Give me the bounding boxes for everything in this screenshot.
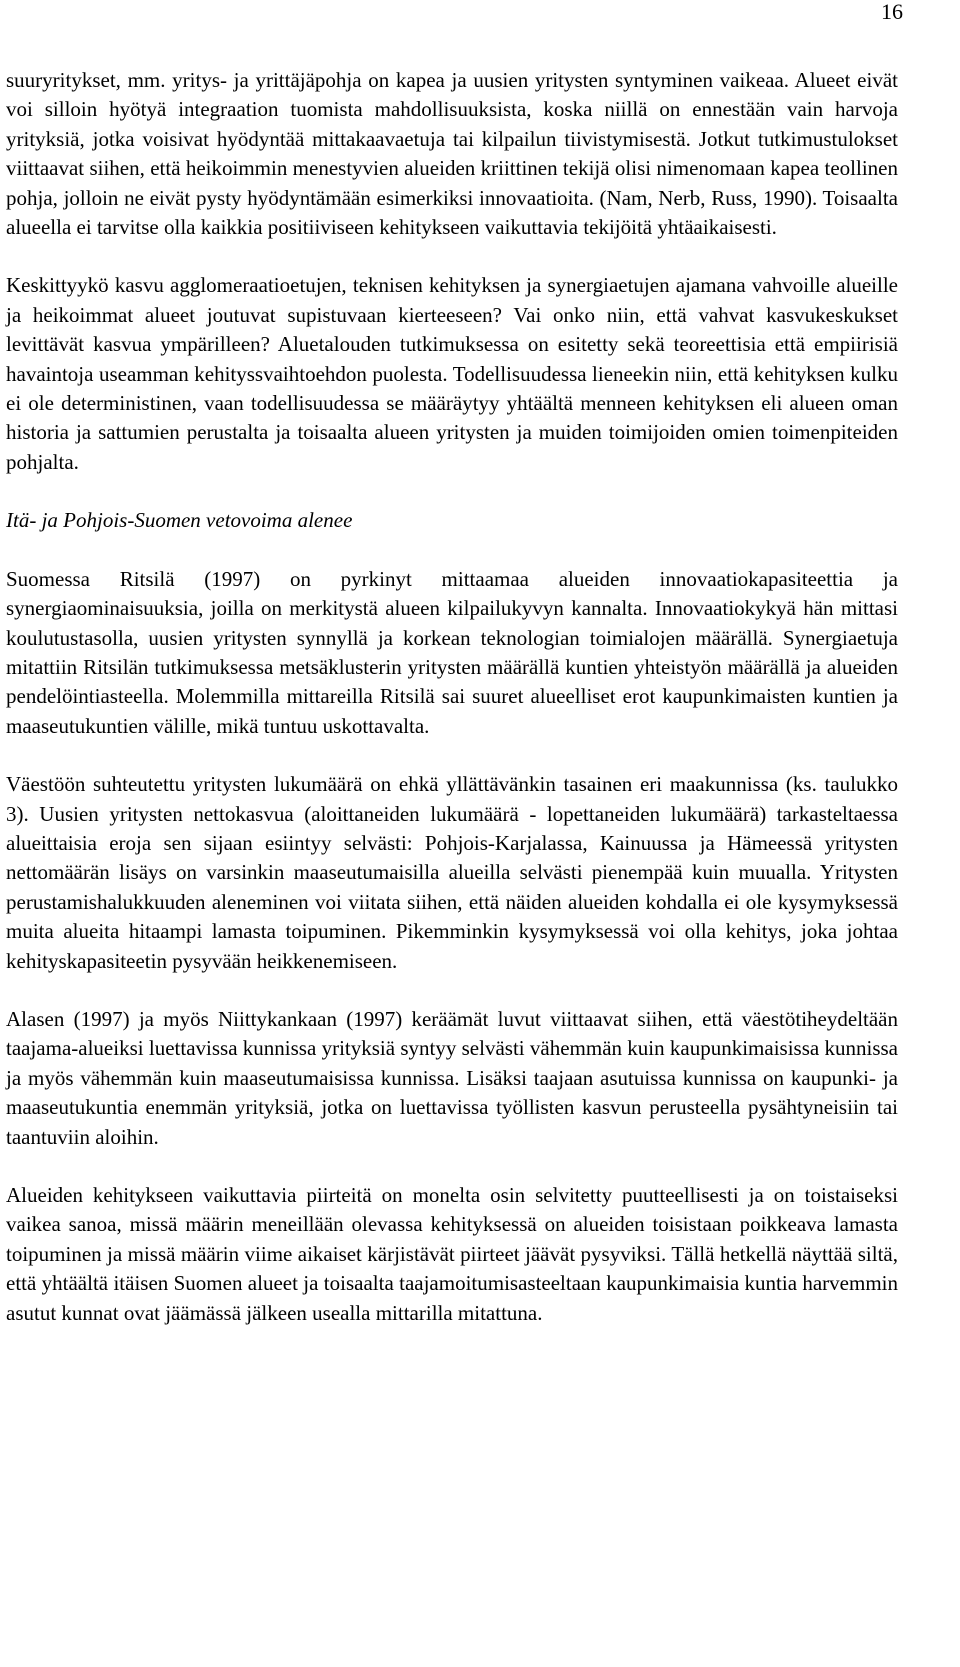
paragraph-4: Väestöön suhteutettu yritysten lukumäärä on ehkä yllättävänkin tasainen eri maakunnissa (ks. taulukko 3). Uusien yritysten nettokasvua (aloittaneiden lukumäärä - lopettaneiden lukumäärä) tarkasteltaessa alueittaisia eroja sen sijaan esiintyy selvästi: Pohjois-Karjalassa, Kainuussa ja Hämeessä yritysten nettomäärän lisäys on varsinkin maaseutumaisilla alueilla selvästi pienempää kuin muualla. Yritysten perustamishalukkuuden aleneminen voi viitata siihen, että näiden alueiden kohdalla ei ole kysymyksessä muita alueita hitaampi lamasta toipuminen. Pikemminkin kysymyksessä voi olla kehitys, joka johtaa kehityskapasiteetin pysyvään heikkenemiseen.	[6, 772, 898, 973]
document-body	[6, 66, 898, 1328]
paragraph-3: Suomessa Ritsilä (1997) on pyrkinyt mittaamaa alueiden innovaatiokapasiteettia ja synergiaominaisuuksia, joilla on merkitystä alueen kilpailukyvyn kannalta. Innovaatiokykyä hän mittasi koulutustasolla, uusien yritysten synnyllä ja korkean teknologian toimialojen määrällä. Synergiaetuja mitattiin Ritsilän tutkimuksessa metsäklusterin yritysten määrällä kuntien yhteistyön määrällä ja alueiden pendelöintiasteella. Molemmilla mittareilla Ritsilä sai suuret alueelliset erot kaupunkimaisten kuntien ja maaseutukuntien välille, mikä tuntuu uskottavalta.	[6, 566, 898, 738]
paragraph-5: Alasen (1997) ja myös Niittykankaan (1997) keräämät luvut viittaavat siihen, että väestötiheydeltään taajama-alueiksi luettavissa kunnissa yrityksiä syntyy selvästi vähemmän kuin kaupunkimaisissa kunnissa ja myös vähemmän kuin maaseutumaisissa kunnissa. Lisäksi taajaan asutuissa kunnissa on kaupunki- ja maaseutukuntia enemmän yrityksiä, jotka on luettavissa työllisten kasvun perusteella pysähtyneisiin tai taantuviin aloihin.	[6, 1006, 898, 1149]
paragraph-2: Keskittyykö kasvu agglomeraatioetujen, teknisen kehityksen ja synergiaetujen ajamana vahvoille alueille ja heikoimmat alueet joutuvat supistuvaan kierteeseen? Vai onko niin, että vahvat kasvukeskukset levittävät kasvua ympärilleen? Aluetalouden tutkimuksessa on esitetty sekä teoreettisia että empiirisiä havaintoja useamman kehityssvaihtoehdon puolesta. Todellisuudessa lieneekin niin, että kehityksen kulku ei ole deterministinen, vaan todellisuudessa se määräytyy yhtäältä menneen kehityksen eli alueen oman historia ja sattumien perustalta ja toisaalta alueen yritysten ja muiden toimijoiden omien toimenpiteiden pohjalta.	[6, 273, 898, 474]
section-heading: Itä- ja Pohjois-Suomen vetovoima alenee	[6, 508, 353, 533]
page-number: 16	[881, 0, 903, 24]
paragraph-6: Alueiden kehitykseen vaikuttavia piirteitä on monelta osin selvitetty puutteellisesti ja on toistaiseksi vaikea sanoa, missä määrin meneillään olevassa kehityksessä on alueiden toisistaan poikkeava lamasta toipuminen ja missä määrin viime aikaiset kärjistävät piirteet jäävät pysyviksi. Tällä hetkellä näyttää siltä, että yhtäältä itäisen Suomen alueet ja toisaalta taajamoitumisasteeltaan kaupunkimaisia kuntia harvemmin asutut kunnat ovat jäämässä jälkeen usealla mittarilla mitattuna.	[6, 1183, 898, 1325]
paragraph-1: suuryritykset, mm. yritys- ja yrittäjäpohja on kapea ja uusien yritysten syntyminen vaikeaa. Alueet eivät voi silloin hyötyä integraation tuomista mahdollisuuksista, koska niillä on ennestään vain harvoja yrityksiä, jotka voisivat hyödyntää mittakaavaetuja tai kilpailun tiivistymisestä. Jotkut tutkimustulokset viittaavat siihen, että heikoimmin menestyvien alueiden kriittinen tekijä olisi nimenomaan kapea teollinen pohja, jolloin ne eivät pysty hyödyntämään esimerkiksi innovaatioita. (Nam, Nerb, Russ, 1990). Toisaalta alueella ei tarvitse olla kaikkia positiiviseen kehitykseen vaikuttavia tekijöitä yhtäaikaisesti.	[6, 68, 898, 240]
